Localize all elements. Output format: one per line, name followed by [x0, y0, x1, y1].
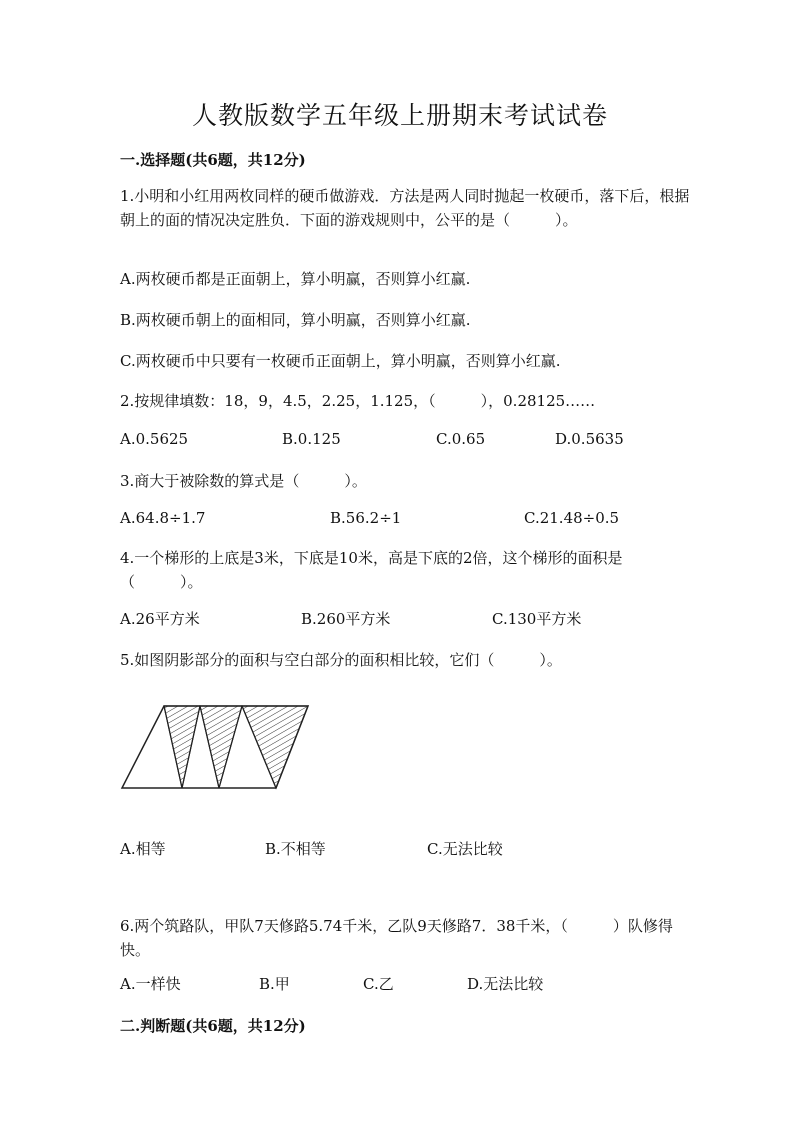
question-6-option-b[interactable]: B.甲: [259, 975, 290, 993]
question-2-option-d[interactable]: D.0.5635: [555, 430, 624, 448]
section-heading-choice: 一.选择题(共6题，共12分): [120, 151, 306, 169]
question-6-option-d[interactable]: D.无法比较: [467, 975, 544, 993]
question-4-option-c[interactable]: C.130平方米: [492, 610, 582, 628]
question-5-option-b[interactable]: B.不相等: [265, 840, 326, 858]
shaded-triangle-2: [200, 706, 242, 788]
question-4-stem: 4.一个梯形的上底是3米，下底是10米，高是下底的2倍，这个梯形的面积是（ ）。: [120, 549, 623, 591]
question-1-option-b[interactable]: B.两枚硬币朝上的面相同，算小明赢，否则算小红赢.: [120, 311, 471, 329]
question-5-option-c[interactable]: C.无法比较: [427, 840, 503, 858]
question-3-option-a[interactable]: A.64.8÷1.7: [120, 509, 206, 527]
question-3-option-b[interactable]: B.56.2÷1: [330, 509, 402, 527]
question-4-option-b[interactable]: B.260平方米: [301, 610, 391, 628]
shaded-triangle-3: [242, 706, 308, 788]
question-5-stem: 5.如图阴影部分的面积与空白部分的面积相比较，它们（ ）。: [120, 651, 562, 669]
section-heading-judgment: 二.判断题(共6题，共12分): [120, 1017, 306, 1035]
question-1-option-c[interactable]: C.两枚硬币中只要有一枚硬币正面朝上，算小明赢，否则算小红赢.: [120, 352, 561, 370]
question-3-stem: 3.商大于被除数的算式是（ ）。: [120, 472, 367, 490]
question-2-option-b[interactable]: B.0.125: [282, 430, 341, 448]
question-6-option-c[interactable]: C.乙: [363, 975, 394, 993]
shaded-triangle-1: [164, 706, 200, 788]
question-2-option-a[interactable]: A.0.5625: [120, 430, 189, 448]
question-1-stem: 1.小明和小红用两枚同样的硬币做游戏．方法是两人同时抛起一枚硬币，落下后，根据朝上的面的情况决定胜负．下面的游戏规则中，公平的是（ ）。: [120, 187, 690, 229]
question-5-option-a[interactable]: A.相等: [120, 840, 166, 858]
question-6-stem: 6.两个筑路队，甲队7天修路5.74千米，乙队9天修路7．38千米，（ ）队修得快。: [120, 917, 673, 959]
question-2-stem: 2.按规律填数：18，9，4.5，2.25，1.125，（ ），0.28125……: [120, 392, 596, 410]
page-title: 人教版数学五年级上册期末考试试卷: [191, 101, 608, 130]
question-4-option-a[interactable]: A.26平方米: [120, 610, 200, 628]
parallelogram-figure: [118, 700, 318, 796]
question-6-option-a[interactable]: A.一样快: [120, 975, 181, 993]
question-2-option-c[interactable]: C.0.65: [436, 430, 486, 448]
question-1-option-a[interactable]: A.两枚硬币都是正面朝上，算小明赢，否则算小红赢.: [120, 270, 471, 288]
question-3-option-c[interactable]: C.21.48÷0.5: [524, 509, 620, 527]
